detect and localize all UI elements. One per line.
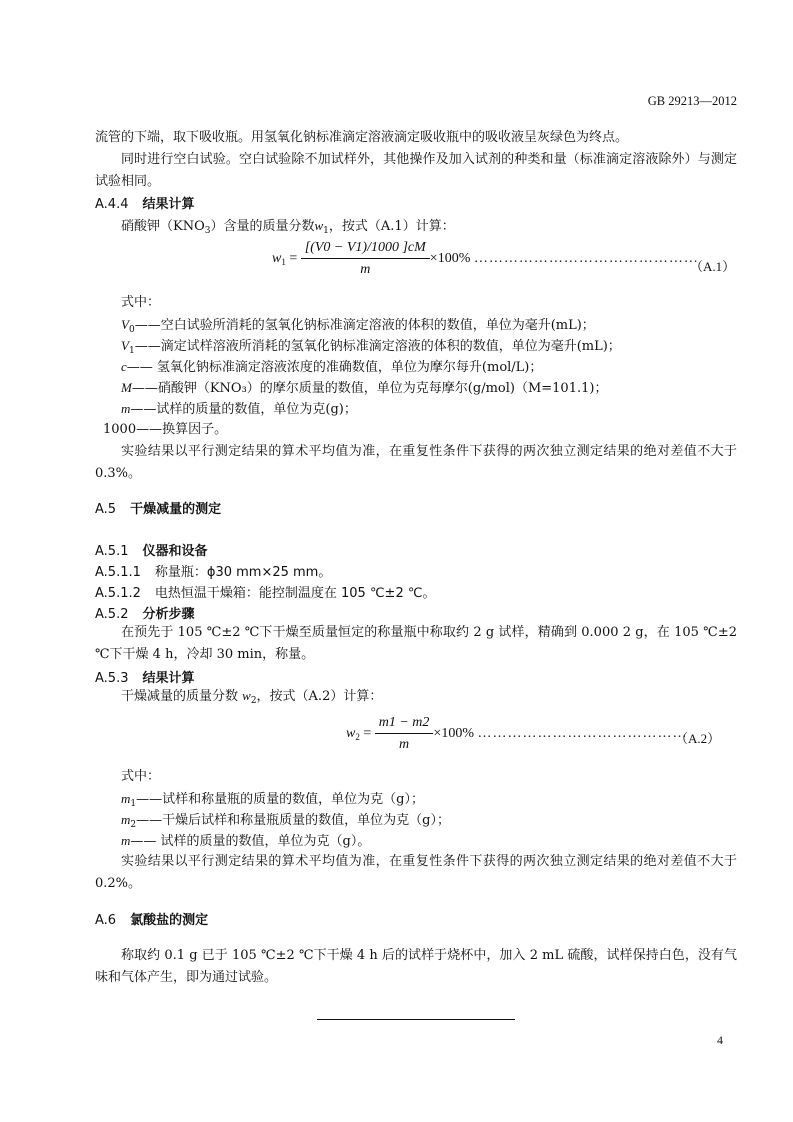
a52-text: 在预先于 105 ℃±2 ℃下干燥至质量恒定的称量瓶中称取约 2 g 试样，精确到 0.000 2 g，在 105 ℃±2 ℃下干燥 4 h，冷却 30 min，称量。 [95,625,737,662]
def-m: m—— 试样的质量的数值，单位为克（g）。 [121,833,371,849]
section-a5-heading: A.5 干燥减量的测定 [95,502,222,517]
formula-a1: $w_1$ = $\frac{[(V0 - V1)/1000 ]cM}{m}$ ×100% ……………………………………… [272,240,699,277]
where-label: 式中： [121,295,161,310]
formula-a2-label: （A.2） [675,731,721,746]
section-number: A.4.4 [95,197,129,212]
section-a51-heading: A.5.1 仪器和设备 [95,544,208,559]
section-a6-heading: A.6 氯酸盐的测定 [95,913,209,928]
a44-intro: 硝酸钾$(KNO_3)$含量的质量分数$w_1$，按式（A.1）计算： [121,218,455,236]
formula-a2-numerator: m1 − m2 [375,715,434,734]
a53-conclusion: 实验结果以平行测定结果的算术平均值为准，在重复性条件下获得的两次独立测定结果的绝对差值不大于 0.2%。 [95,854,737,891]
def-m1: $m_1——$试样和称量瓶的质量的数值，单位为克（g）； [121,791,424,809]
formula-a2: $w_2$ = $\frac{m1 - m2}{m}$ ×100% …………………………………… [346,715,688,752]
def-m-molar: M——硝酸钾（KNO₃）的摩尔质量的数值，单位为克每摩尔(g/mol)（M=101.1)； [121,380,608,396]
footer-divider [317,1019,515,1020]
section-a53-heading: A.5.3 结果计算 [95,671,195,686]
intro-paragraph-1: 流管的下端，取下吸收瓶。用氢氧化钠标准滴定溶液滴定吸收瓶中的吸收液呈灰绿色为终点。 [95,130,629,145]
where-label-2: 式中： [121,769,161,784]
page-number: 4 [717,1033,723,1047]
formula-a2-denominator: m [399,737,410,752]
section-a52-heading: A.5.2 分析步骤 [95,607,195,622]
a6-text: 称取约 0.1 g 已于 105 ℃±2 ℃下干燥 4 h 后的试样于烧杯中，加入 2 mL 硫酸，试样保持白色，没有气味和气体产生，即为通过试验。 [95,948,737,985]
a53-intro: 干燥减量的质量分数 $w_2$，按式（A.2）计算： [121,688,383,706]
def-v0: $V_0——$空白试验所消耗的氢氧化钠标准滴定溶液的体积的数值，单位为毫升(mL)； [121,317,595,335]
def-1000: 1000——换算因子。 [103,422,228,437]
item-a511: A.5.1.1 称量瓶：ϕ30 mm×25 mm。 [95,565,332,580]
section-a44-heading [95,193,195,212]
def-m2: $m_2——$干燥后试样和称量瓶质量的数值，单位为克（g）； [121,812,450,830]
item-a512: A.5.1.2 电热恒温干燥箱：能控制温度在 105 ℃±2 ℃。 [95,586,436,601]
a44-conclusion: 实验结果以平行测定结果的算术平均值为准，在重复性条件下获得的两次独立测定结果的绝对差值不大于0.3%。 [95,444,737,481]
formula-a1-numerator: [(V0 − V1)/1000 ]cM [301,240,430,259]
def-m-mass: m——试样的质量的数值，单位为克(g)； [121,401,357,417]
def-v1: $V_1——$滴定试样溶液所消耗的氢氧化钠标准滴定溶液的体积的数值，单位为毫升(mL)； [121,338,621,356]
section-title: 结果计算 [142,197,195,212]
def-c: c—— 氢氧化钠标准滴定溶液浓度的准确数值，单位为摩尔每升(mol/L)； [121,359,543,375]
formula-a1-denominator: m [360,262,371,277]
formula-a1-label: （A.1） [690,259,736,274]
intro-paragraph-2: 同时进行空白试验。空白试验除不加试样外，其他操作及加入试剂的种类和量（标准滴定溶液除外）与测定试验相同。 [95,152,737,189]
standard-code: GB 29213—2012 [647,94,737,108]
